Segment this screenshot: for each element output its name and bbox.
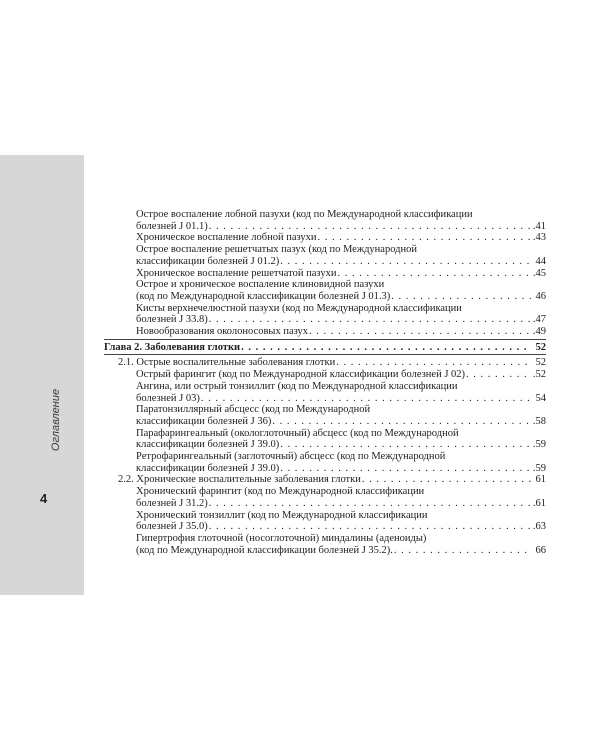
entry-title-tail: Новообразования околоносовых пазух	[136, 326, 309, 338]
dot-leader	[280, 439, 531, 451]
subsection-entry	[104, 404, 546, 427]
entry-title-tail: (код по Международной классификации болезней J 01.3)	[136, 290, 391, 302]
entry-page-number: 61	[535, 474, 546, 486]
entry-title-tail: Глава 2. Заболевания глотки	[104, 341, 241, 353]
dot-leader	[336, 357, 531, 369]
dot-leader	[309, 326, 531, 338]
entry-page-number: 54	[535, 392, 546, 404]
dot-leader	[362, 474, 531, 486]
dot-leader	[280, 463, 531, 475]
dot-leader	[394, 545, 531, 557]
dot-leader	[209, 498, 531, 510]
entry-title-line: Острое воспаление лобной пазухи (код по Международной классификации	[136, 209, 473, 220]
entry-page-number: .45	[532, 267, 546, 279]
subsection-entry	[104, 381, 546, 404]
subsection-entry	[104, 533, 546, 556]
entry-title-tail: классификации болезней J 39.0)	[136, 462, 280, 474]
dot-leader	[391, 291, 531, 303]
table-of-contents	[104, 209, 546, 556]
subsection-entry	[104, 232, 546, 244]
subsection-entry	[104, 244, 546, 267]
entry-title-tail: Хроническое воспаление лобной пазухи	[136, 232, 317, 244]
entry-title-tail: болезней J 01.1)	[136, 220, 208, 232]
subsection-entry	[104, 369, 546, 381]
entry-page-number: .58	[532, 415, 546, 427]
entry-title-line: Острое и хроническое воспаление клиновидной пазухи	[136, 279, 385, 291]
chapter-rule	[104, 354, 546, 355]
entry-page-number: .52	[532, 369, 546, 381]
dot-leader	[318, 232, 531, 244]
dot-leader	[209, 221, 531, 233]
chapter-rule	[104, 339, 546, 340]
entry-title-line: Кисты верхнечелюстной пазухи (код по Международной классификации	[136, 302, 462, 314]
entry-title-line: Ангина, или острый тонзиллит (код по Международной классификации	[136, 380, 458, 392]
entry-title-line: Хронический фарингит (код по Международной классификации	[136, 486, 425, 498]
section-title: Оглавление	[50, 388, 62, 452]
subsection-entry	[104, 209, 546, 232]
section-entry	[104, 357, 546, 369]
entry-page-number: 52	[535, 357, 546, 369]
subsection-entry	[104, 428, 546, 451]
dot-leader	[209, 521, 531, 533]
subsection-entry	[104, 451, 546, 474]
sidebar-band	[0, 155, 84, 595]
entry-page-number: 52	[535, 341, 546, 353]
entry-page-number: .49	[532, 326, 546, 338]
dot-leader	[241, 342, 531, 354]
subsection-entry	[104, 279, 546, 302]
entry-page-number: .47	[532, 314, 546, 326]
subsection-entry	[104, 486, 546, 509]
subsection-entry	[104, 268, 546, 280]
dot-leader	[466, 369, 531, 381]
section-entry	[104, 474, 546, 486]
entry-title-line: Парафарингеальный (окологлоточный) абсцесс (код по Международной	[136, 427, 459, 439]
entry-title-tail: классификации болезней J 36)	[136, 415, 272, 427]
entry-title-tail: Хроническое воспаление решетчатой пазухи	[136, 267, 337, 279]
entry-title-line: Гипертрофия глоточной (носоглоточной) миндалины (аденоиды)	[136, 532, 427, 544]
entry-page-number: 66	[535, 544, 546, 556]
entry-page-number: .59	[532, 462, 546, 474]
entry-page-number: 44	[535, 255, 546, 267]
entry-title-line: Паратонзиллярный абсцесс (код по Международной	[136, 404, 371, 416]
entry-title-line: Хронический тонзиллит (код по Международной классификации	[136, 509, 428, 521]
entry-title-tail: (код по Международной классификации болезней J 35.2).	[136, 544, 393, 556]
entry-title-tail: болезней J 35.0)	[136, 521, 208, 533]
entry-page-number: .41	[532, 220, 546, 232]
dot-leader	[209, 314, 531, 326]
subsection-entry	[104, 303, 546, 326]
dot-leader	[201, 393, 531, 405]
entry-title-tail: болезней J 31.2)	[136, 497, 208, 509]
page-number: 4	[40, 491, 48, 506]
subsection-entry	[104, 326, 546, 338]
dot-leader	[280, 256, 531, 268]
chapter-heading	[104, 342, 546, 354]
entry-title-tail: 2.2. Хронические воспалительные заболевания глотки	[118, 474, 361, 486]
subsection-entry	[104, 510, 546, 533]
entry-title-line: Острое воспаление решетчатых пазух (код по Международной	[136, 244, 417, 256]
entry-title-tail: 2.1. Острые воспалительные заболевания глотки	[118, 357, 336, 369]
entry-title-tail: классификации болезней J 39.0)	[136, 439, 280, 451]
entry-page-number: .59	[532, 439, 546, 451]
entry-page-number: .63	[532, 521, 546, 533]
entry-title-tail: Острый фарингит (код по Международной классификации болезней J 02)	[136, 369, 466, 381]
entry-page-number: .61	[532, 497, 546, 509]
dot-leader	[337, 268, 531, 280]
entry-title-tail: классификации болезней J 01.2)	[136, 255, 280, 267]
entry-title-tail: болезней J 33.8)	[136, 314, 208, 326]
dot-leader	[272, 416, 531, 428]
entry-page-number: 46	[535, 290, 546, 302]
entry-page-number: .43	[532, 232, 546, 244]
entry-title-tail: болезней J 03)	[136, 392, 200, 404]
entry-title-line: Ретрофарингеальный (заглоточный) абсцесс (код по Международной	[136, 451, 446, 463]
